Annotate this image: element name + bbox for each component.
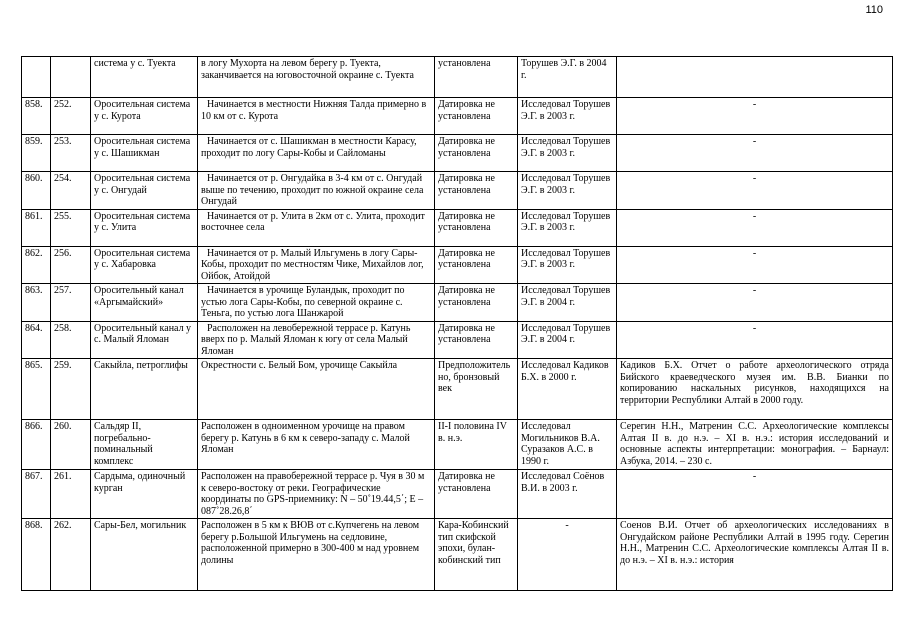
row-number: 859. [22, 135, 51, 172]
monument-dating: Датировка не установлена [435, 246, 518, 284]
monument-research: Исследовал Торушев Э.Г. в 2004 г. [518, 284, 617, 322]
monument-name: Оросительная система у с. Шашикман [91, 135, 198, 172]
monument-dating: Предположительно, бронзовый век [435, 359, 518, 420]
monument-dating: Датировка не установлена [435, 470, 518, 519]
monument-location: Начинается от р. Онгудайка в 3-4 км от с. Онгудай выше по течению, проходит по южной окраине села Онгудай [198, 172, 435, 210]
row-subnumber: 260. [51, 420, 91, 470]
row-subnumber: 254. [51, 172, 91, 210]
monument-research: Исследовал Торушев Э.Г. в 2004 г. [518, 321, 617, 359]
monument-name: Сардыма, одиночный курган [91, 470, 198, 519]
monument-research: Торушев Э.Г. в 2004 г. [518, 57, 617, 98]
monument-research: Исследовал Торушев Э.Г. в 2003 г. [518, 209, 617, 246]
monument-location: в логу Мухорта на левом берегу р. Туекта, заканчивается на юговосточной окраине с. Туекта [198, 57, 435, 98]
monument-location: Начинается в местности Нижняя Талда примерно в 10 км от с. Курота [198, 98, 435, 135]
row-number: 867. [22, 470, 51, 519]
monument-location: Начинается от р. Улита в 2км от с. Улита, проходит восточнее села [198, 209, 435, 246]
monument-name: Оросительная система у с. Хабаровка [91, 246, 198, 284]
monument-literature: - [617, 98, 893, 135]
table-row [22, 420, 893, 470]
monument-dating: Датировка не установлена [435, 98, 518, 135]
monument-location: Расположен в 5 км к ВЮВ от с.Купчегень на левом берегу р.Большой Ильгумень на седловине, расположенной примерно в 300-400 м над уровнем долины [198, 519, 435, 591]
monument-literature: - [617, 470, 893, 519]
monument-name: Оросительная система у с. Онгудай [91, 172, 198, 210]
table-row [22, 57, 893, 98]
monument-dating: установлена [435, 57, 518, 98]
monument-name: Оросительная система у с. Улита [91, 209, 198, 246]
monument-name: Оросительный канал «Аргымайский» [91, 284, 198, 322]
row-subnumber: 255. [51, 209, 91, 246]
monument-dating: II-I половина IV в. н.э. [435, 420, 518, 470]
monument-literature [617, 57, 893, 98]
monument-dating: Датировка не установлена [435, 135, 518, 172]
row-number: 866. [22, 420, 51, 470]
monument-location: Начинается в урочище Буландык, проходит по устью лога Сары-Кобы, по северной окраине с. Теньга, по устью лога Шанжарой [198, 284, 435, 322]
table-row [22, 135, 893, 172]
table-row [22, 209, 893, 246]
row-subnumber: 256. [51, 246, 91, 284]
monuments-table [21, 56, 893, 591]
monument-literature: - [617, 246, 893, 284]
table-row [22, 98, 893, 135]
row-number: 865. [22, 359, 51, 420]
monument-name: Сары-Бел, могильник [91, 519, 198, 591]
table-row [22, 359, 893, 420]
table-row [22, 519, 893, 591]
table-row [22, 246, 893, 284]
monument-name: Оросительная система у с. Курота [91, 98, 198, 135]
monument-dating: Датировка не установлена [435, 209, 518, 246]
row-number: 868. [22, 519, 51, 591]
row-number: 862. [22, 246, 51, 284]
monument-location: Расположен в одноименном урочище на правом берегу р. Катунь в 6 км к северо-западу с. Малой Яломан [198, 420, 435, 470]
row-subnumber: 262. [51, 519, 91, 591]
monument-literature: Соенов В.И. Отчет об археологических исследованиях в Онгудайском районе Республики Алтай в 1995 году. Серегин Н.Н., Матренин С.С. Археологические комплексы Алтая II в. до н.э. – XI в. н.э.: история [617, 519, 893, 591]
monument-research: Исследовал Торушев Э.Г. в 2003 г. [518, 172, 617, 210]
monument-literature: Серегин Н.Н., Матренин С.С. Археологические комплексы Алтая II в. до н.э. – XI в. н.э.: история исследований и основные аспекты интерпретации: монография. – Барнаул: Азбука, 2014. – 230 с. [617, 420, 893, 470]
monument-location: Начинается от с. Шашикман в местности Карасу, проходит по логу Сары-Кобы и Сайломаны [198, 135, 435, 172]
monument-name: система у с. Туекта [91, 57, 198, 98]
row-number: 861. [22, 209, 51, 246]
monument-dating: Датировка не установлена [435, 321, 518, 359]
monument-name: Оросительный канал у с. Малый Яломан [91, 321, 198, 359]
monument-location: Окрестности с. Белый Бом, урочище Сакыйла [198, 359, 435, 420]
monument-dating: Датировка не установлена [435, 284, 518, 322]
row-subnumber: 252. [51, 98, 91, 135]
row-number: 860. [22, 172, 51, 210]
monument-literature: - [617, 172, 893, 210]
monument-literature: Кадиков Б.Х. Отчет о работе археологического отряда Бийского краеведческого музея им. В.В. Бианки по копированию наскальных рисунков, находящихся на территории Республики Алтай в 2000 году. [617, 359, 893, 420]
table-row [22, 172, 893, 210]
monument-research: Исследовал Торушев Э.Г. в 2003 г. [518, 246, 617, 284]
monument-literature: - [617, 284, 893, 322]
monument-dating: Датировка не установлена [435, 172, 518, 210]
monument-name: Сакыйла, петроглифы [91, 359, 198, 420]
monument-research: Исследовал Могильников В.А. Суразаков А.С. в 1990 г. [518, 420, 617, 470]
row-subnumber: 257. [51, 284, 91, 322]
row-subnumber: 253. [51, 135, 91, 172]
monument-dating: Кара-Кобинский тип скифской эпохи, булан-кобинский тип [435, 519, 518, 591]
row-number [22, 57, 51, 98]
table-row [22, 284, 893, 322]
table-row [22, 321, 893, 359]
monument-research: Исследовал Торушев Э.Г. в 2003 г. [518, 135, 617, 172]
row-subnumber: 259. [51, 359, 91, 420]
row-number: 858. [22, 98, 51, 135]
monument-research: Исследовал Сoёнов В.И. в 2003 г. [518, 470, 617, 519]
row-subnumber [51, 57, 91, 98]
row-number: 864. [22, 321, 51, 359]
table-row [22, 470, 893, 519]
row-subnumber: 258. [51, 321, 91, 359]
monument-literature: - [617, 209, 893, 246]
row-subnumber: 261. [51, 470, 91, 519]
monument-location: Начинается от р. Малый Ильгумень в логу Сары-Кобы, проходит по местностям Чике, Михайлов лог, Ойбок, Атойдой [198, 246, 435, 284]
monument-literature: - [617, 135, 893, 172]
row-number: 863. [22, 284, 51, 322]
monument-location: Расположен на правобережной террасе р. Чуя в 30 м к северо-востоку от реки. Географические координаты по GPS-приемнику: N – 50˚19.44,5΄; E – 087˚28.26,8΄ [198, 470, 435, 519]
page-number: 110 [865, 4, 883, 16]
monument-literature: - [617, 321, 893, 359]
monument-research: Исследовал Кадиков Б.Х. в 2000 г. [518, 359, 617, 420]
monument-location: Расположен на левобережной террасе р. Катунь вверх по р. Малый Яломан к югу от села Малый Яломан [198, 321, 435, 359]
monument-name: Сальдяр II, погребально-поминальный комплекс [91, 420, 198, 470]
monument-research: - [518, 519, 617, 591]
monument-research: Исследовал Торушев Э.Г. в 2003 г. [518, 98, 617, 135]
